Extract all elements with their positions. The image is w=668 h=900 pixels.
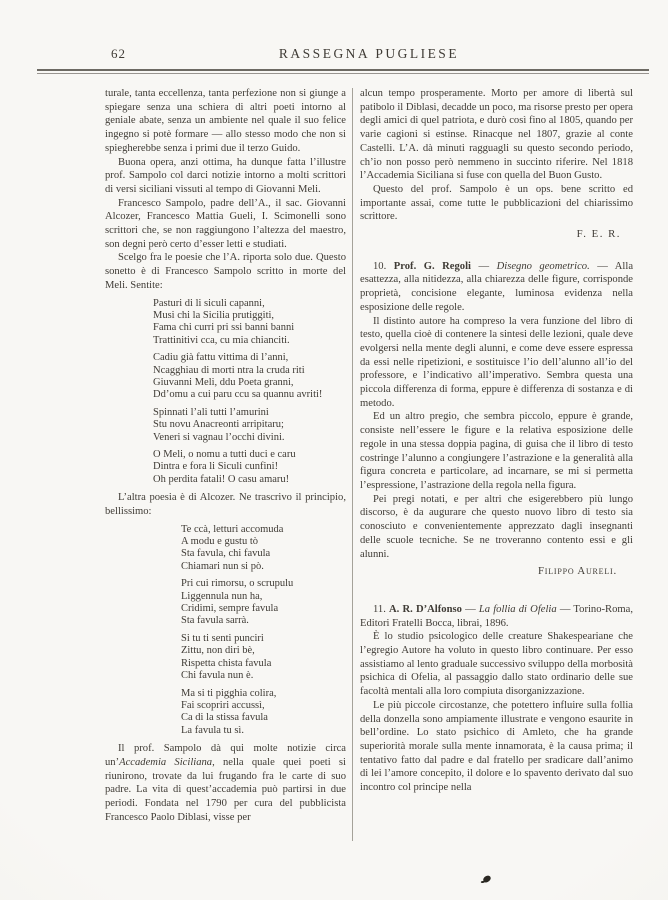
poem-stanza: [181, 688, 346, 738]
text-run: —: [461, 603, 479, 615]
text-run: È lo studio psicologico delle creature Shakespeariane che l’egregio Autore ha voluto in questo libro continuare. Per esso assistiamo al lento graduale successivo sviluppo della morbosità psichica di Ofelia, al passaggio dallo stato ordinario delle sue facoltà mentali alla loro compiuta disorganizzazione.: [360, 631, 633, 698]
page-header: [105, 46, 633, 64]
poem-line: Sta favula, chi favula: [181, 548, 271, 560]
poem-line: A modu e gustu tò: [181, 536, 259, 548]
paragraph: [105, 87, 346, 156]
paragraph: [105, 156, 346, 197]
vertical-gap: [360, 242, 633, 260]
signature: Filippo Aureli.: [537, 565, 617, 578]
poem-line: Dd’omu a cui paru ccu sa quannu avriti!: [153, 389, 323, 401]
poem-line: Zittu, non diri bè,: [181, 645, 255, 657]
text-run: A. R. D’Alfonso: [389, 603, 462, 615]
paragraph: [360, 630, 633, 699]
right-column: [360, 87, 633, 853]
paragraph: [360, 315, 633, 411]
poem-line: Fama chi curri pri ssi banni banni: [153, 322, 295, 334]
paragraph: [360, 603, 633, 630]
left-column: [105, 87, 346, 853]
poem-line: Fai scopriri accussì,: [181, 699, 265, 711]
text-run: Accademia Siciliana: [119, 756, 213, 768]
poem-stanza: [153, 449, 346, 486]
poem-line: La favula tu sì.: [181, 724, 244, 736]
poem-stanza: [181, 578, 346, 628]
poem-line: Sta favula sarrà.: [181, 615, 249, 627]
text-run: , nella quale quei poeti si riunirono, trovate da lui frugando fra le carte di suo padre. La vita di quest’accademia può partirsi in due periodi. Fondata nel 1790 per cura del pubblicista Francesco Paolo Diblasi, visse per: [105, 756, 346, 823]
text-run: 11.: [373, 603, 390, 615]
text-run: — Torino-Roma, Editori Fratelli Bocca, librai, 1896.: [360, 603, 633, 629]
text-run: Questo del prof. Sampolo è un ops. bene scritto ed importante assai, come tutte le pubblicazioni del chiarissimo scrittore.: [360, 183, 633, 223]
text-run: —: [470, 260, 497, 272]
text-run: Prof. G. Regoli: [393, 260, 471, 272]
poem-stanza: [153, 407, 346, 444]
signature: F. E. R.: [576, 228, 621, 241]
paragraph: [105, 491, 346, 518]
page-number: 62: [111, 46, 126, 61]
poem-stanza: [153, 352, 346, 402]
paragraph: [360, 183, 633, 224]
paragraph: [360, 699, 633, 795]
poem-line: Ca di la stissa favula: [181, 712, 268, 724]
poem-stanza: [153, 298, 346, 348]
text-run: turale, tanta eccellenza, tanta perfezione non si giunge a spiegare senza una schiera di altri poeti intorno al geniale abate, senza un ambiente nel quale il suo felice ingegno si potè formare — allo stesso modo che non si spiegherebbe senza i primi due il terzo Guido.: [105, 88, 346, 154]
text-columns: [105, 87, 633, 853]
journal-title: RASSEGNA PUGLIESE: [278, 46, 460, 61]
paragraph: [105, 197, 346, 252]
text-run: Pei pregi notati, e per altri che esigerebbero più lungo discorso, è da augurare che questo nuovo libro di testo sia conosciuto e convenientemente apprezzato dagli insegnanti delle scuole tecniche. Se ne troveranno contento essi e gli alunni.: [360, 493, 633, 560]
text-run: Ed un altro pregio, che sembra piccolo, eppure è grande, consiste nell’essere le figure e la relativa esposizione delle regole in una stessa doppia pagina, di guisa che il libro di testo costringe l’alunno a congiungere l’astrazione e la generalità alla figura concreta e particolare, ad incarnare, se mi si permetta l’espressione, l’astrazione della regola nella figura.: [360, 411, 633, 491]
poem-line: Chiamari nun si pò.: [181, 560, 264, 572]
poem-line: Musi chi la Sicilia prutiggiti,: [153, 309, 275, 321]
poem-line: Ma si ti pigghia colira,: [181, 687, 277, 699]
poem-line: Veneri si vagnau l’occhi divini.: [153, 431, 285, 443]
poem-line: Stu novu Anacreonti arripitaru;: [153, 419, 284, 431]
poem-line: Rispetta chista favula: [181, 657, 272, 669]
poem-line: Pri cui rimorsu, o scrupulu: [181, 578, 294, 590]
poem-line: Trattinitivi cca, cu mia chianciti.: [153, 334, 290, 346]
poem-line: Te ccà, letturi accomuda: [181, 523, 284, 535]
poem-line: Spinnati l’ali tutti l’amurini: [153, 406, 269, 418]
poem-line: O Meli, o nomu a tutti duci e caru: [153, 449, 296, 461]
text-run: 10.: [373, 260, 394, 272]
poem-line: Giuvanni Meli, ddu Poeta granni,: [153, 376, 294, 388]
text-run: alcun tempo prosperamente. Morto per amore di libertà sul patibolo il Diblasi, decadde un poco, ma risorse presto per opera degli amici di quel patriota, e durò così fino al 1805, quando per varie cagioni si estinse. Rinacque nel 1807, grazie al conte Castelli. L’A. dà minuti ragguagli su questo secondo periodo, ch’io non posso però nemmeno in succinto riferire. Nel 1818 l’Accademia Siciliana si fuse con quella del Buon Gusto.: [360, 88, 633, 182]
text-run: — Alla esattezza, alla nitidezza, alla chiarezza delle figure, corrisponde proprietà, concisione elegante, luminosa evidenza nella esposizione delle regole.: [360, 260, 633, 313]
text-run: Buona opera, anzi ottima, ha dunque fatta l’illustre prof. Sampolo col darci notizie intorno a molti scrittori di versi siciliani vissuti al tempo di Giovanni Meli.: [105, 156, 346, 195]
text-run: Il prof. Sampolo dà qui molte notizie circa un’: [105, 743, 346, 768]
paragraph: [360, 87, 633, 183]
vertical-gap: [360, 579, 633, 603]
text-run: L’altra poesia è di Alcozer. Ne trascrivo il principio, bellissimo:: [105, 492, 346, 517]
paragraph: [360, 260, 633, 315]
text-run: Disegno geometrico.: [496, 260, 590, 272]
poem-line: Ncagghiau di morti ntra la cruda riti: [153, 364, 305, 376]
text-run: Il distinto autore ha compreso la vera funzione del libro di testo, quella cioè di contenere la sintesi delle lezioni, quale deve evolgersi nella mente degli alunni, e come deve essere espressa da essi nelle ripetizioni, e sostituisce l’io dell’alunno all’io del professore, e l’indicativo all’imperativo. Sembra questa una piccola differenza di forma, eppure è differenza di sostanza e di metodo.: [360, 315, 633, 409]
poem-line: Cridimi, sempre favula: [181, 603, 279, 615]
poem-line: Pasturi di li siculi capanni,: [153, 297, 265, 309]
paragraph: [105, 251, 346, 292]
poem-line: Cadiu già fattu vittima di l’anni,: [153, 352, 289, 364]
paragraph: [105, 742, 346, 824]
poem-line: Dintra e fora li Siculi cunfini!: [153, 461, 279, 473]
poem-stanza: [181, 524, 346, 574]
column-divider-rule: [352, 88, 353, 841]
header-rule: [37, 69, 649, 74]
poem-line: Liggennula nun ha,: [181, 590, 263, 602]
text-run: La follia di Ofelia: [478, 603, 557, 615]
poem-line: Chi favula nun è.: [181, 670, 254, 682]
text-run: Francesco Sampolo, padre dell’A., il sac. Giovanni Alcozer, Francesco Mattia Gueli, I. Scimonelli sono scrittori che, se non raggiungono l’altezza del maestro, son degni però certo d’esser letti e studiati.: [105, 197, 346, 250]
paragraph: [360, 410, 633, 492]
ink-spot-artifact: [482, 875, 492, 884]
text-run: Le più piccole circostanze, che potettero influire sulla follia della donzella sono ampiamente illustrate e vengono esaurite in bell’ordine. Lo stato psichico di Amleto, che ha grande superiorità morale sulla mente innamorata, è la causa prima; il tentativo fatto dal padre e dal fratello per sradicare dall’animo di lei l’amore concepito, il dolore e lo spavento derivato dal suo incontro col principe nella: [360, 699, 633, 794]
poem-stanza: [181, 633, 346, 683]
poem-line: Oh perdita fatali! O casu amaru!: [153, 473, 290, 485]
paragraph: [360, 493, 633, 562]
poem-line: Si tu ti senti punciri: [181, 632, 264, 644]
text-run: Scelgo fra le poesie che l’A. riporta solo due. Questo sonetto è di Francesco Sampolo scritto in morte del Meli. Sentite:: [105, 252, 346, 291]
